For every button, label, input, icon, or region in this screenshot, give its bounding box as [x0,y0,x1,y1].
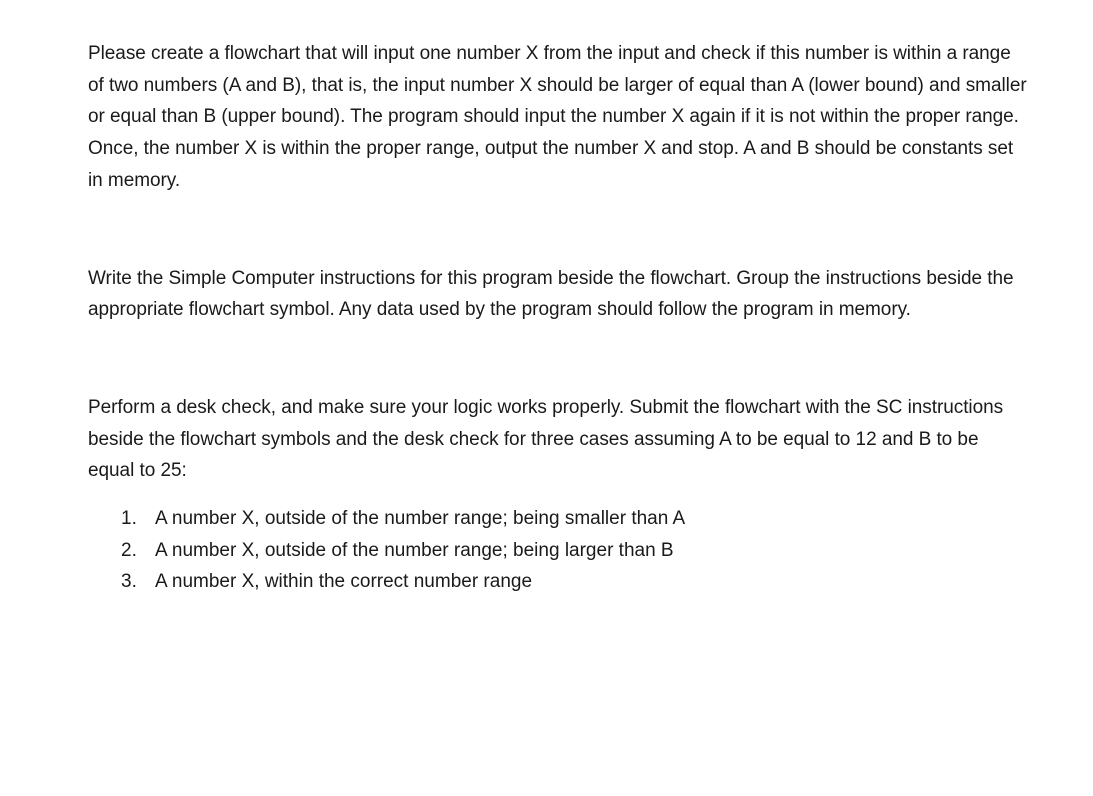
list-item-number: 2. [121,539,137,561]
list-item [121,535,1028,567]
list-item-text: A number X, within the correct number range [155,571,533,593]
paragraph-desk-check: Perform a desk check, and make sure your logic works properly. Submit the flowchart with the SC instructions beside the flowchart symbols and the desk check for three cases assuming A to be equal to 12 and B to be equal to 25: [88,396,1004,482]
paragraph-flowchart-task: Please create a flowchart that will input one number X from the input and check if this number is within a range of two numbers (A and B), that is, the input number X should be larger of equal than A (lower bound) and smaller or equal than B (upper bound). The program should input the number X again if it is not within the proper range. Once, the number X is within the proper range, output the number X and stop. A and B should be constants set in memory. [88,43,1027,191]
list-item-text: A number X, outside of the number range; being larger than B [155,539,674,561]
paragraph-sc-instructions: Write the Simple Computer instructions for this program beside the flowchart. Group the instructions beside the appropriate flowchart symbol. Any data used by the program should follow the program in memory. [88,267,1014,321]
list-item [121,566,1028,598]
document-page [88,38,1028,598]
list-item-number: 3. [121,571,137,593]
list-item-number: 1. [121,508,137,530]
list-item-text: A number X, outside of the number range; being smaller than A [155,508,686,530]
list-item [121,503,1028,535]
desk-check-cases-list [88,503,1028,598]
